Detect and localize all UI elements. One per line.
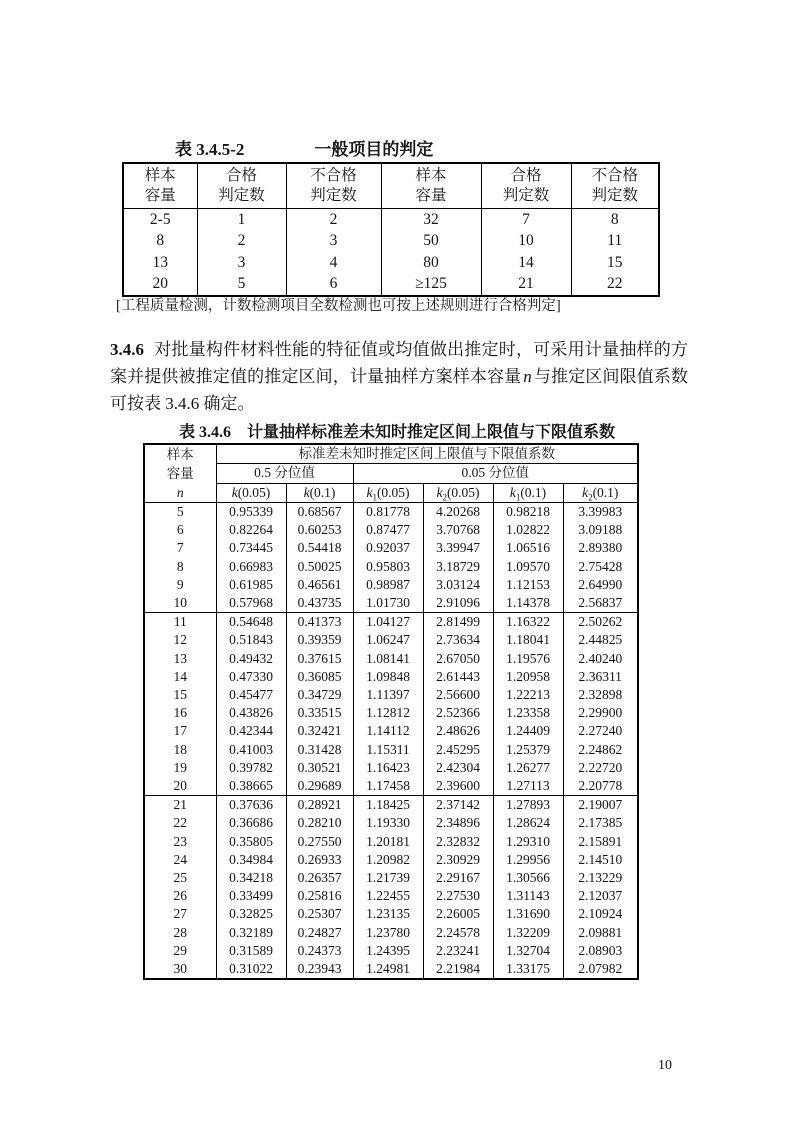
table-cell: 2-5 (123, 208, 197, 230)
table-cell: 1.27113 (493, 777, 563, 796)
table-cell: 0.46561 (286, 576, 353, 594)
table-cell: 2.39600 (423, 777, 493, 796)
table-cell: 2.48626 (423, 722, 493, 740)
table-cell: 0.41373 (286, 613, 353, 632)
table-cell: 0.28210 (286, 814, 353, 832)
table-cell: 1.19576 (493, 650, 563, 668)
table-cell: 1.09848 (353, 668, 423, 686)
table-cell: 2.50262 (563, 613, 638, 632)
table-cell: 2 (197, 230, 286, 252)
table-row (144, 960, 638, 979)
table-cell: 0.81778 (353, 503, 423, 522)
table-cell: 3.70768 (423, 521, 493, 539)
table-row (144, 924, 638, 942)
table-cell: 0.42344 (216, 722, 286, 740)
table2-header-quantile-05: 0.5 分位值 (216, 464, 353, 483)
table-cell: 0.47330 (216, 668, 286, 686)
table-cell: 6 (286, 273, 381, 296)
table-cell: 1.01730 (353, 594, 423, 613)
table-cell: 4.20268 (423, 503, 493, 522)
table-cell: 0.41003 (216, 741, 286, 759)
table-cell: 0.95803 (353, 558, 423, 576)
table-row (144, 668, 638, 686)
table-cell: 21 (144, 796, 216, 815)
table-cell: 2.34896 (423, 814, 493, 832)
table-cell: 1.31690 (493, 905, 563, 923)
table-cell: 1.18041 (493, 631, 563, 649)
table-cell: 1.06247 (353, 631, 423, 649)
table2-caption (0, 419, 794, 442)
table-cell: 8 (123, 230, 197, 252)
table-cell: 1.32209 (493, 924, 563, 942)
table-cell: 10 (144, 594, 216, 613)
table-cell: 0.31428 (286, 741, 353, 759)
table-cell: 1.20982 (353, 851, 423, 869)
table-cell: 3 (197, 252, 286, 274)
table-cell: 2.40240 (563, 650, 638, 668)
table2-header-quantile-005: 0.05 分位值 (353, 464, 638, 483)
table-cell: 2.42304 (423, 759, 493, 777)
table-cell: 2.20778 (563, 777, 638, 796)
table-cell: 2.24578 (423, 924, 493, 942)
table-cell: 25 (144, 869, 216, 887)
table-cell: 2.56600 (423, 686, 493, 704)
table-cell: 12 (144, 631, 216, 649)
table-cell: 0.25307 (286, 905, 353, 923)
table-row (144, 942, 638, 960)
table-cell: 1.24981 (353, 960, 423, 979)
table-cell: 0.26933 (286, 851, 353, 869)
table1-header-cell: 不合格 判定数 (286, 163, 381, 208)
table-cell: 1.04127 (353, 613, 423, 632)
table-cell: 2.21984 (423, 960, 493, 979)
table-cell: 0.54648 (216, 613, 286, 632)
table2-header-k-label: $k_2(0.05)$ (423, 483, 493, 502)
table-cell: 0.26357 (286, 869, 353, 887)
table-cell: 16 (144, 704, 216, 722)
table-cell: 1.30566 (493, 869, 563, 887)
table-cell: 3 (286, 230, 381, 252)
section-text-before-n: 对批量构件材料性能的特征值或均值做出推定时，可采用计量抽样的方案并提供被推定值的推定区间，计量抽样方案样本容量 (110, 340, 688, 386)
table-cell: 1.27893 (493, 796, 563, 815)
table-row (144, 905, 638, 923)
table-cell: 0.43735 (286, 594, 353, 613)
table-row (144, 796, 638, 815)
table-cell: 1.23135 (353, 905, 423, 923)
table-row (144, 686, 638, 704)
table-cell: 0.82264 (216, 521, 286, 539)
table-cell: 0.61985 (216, 576, 286, 594)
page-number: 10 (658, 1058, 672, 1073)
table-cell: 0.54418 (286, 539, 353, 557)
table-cell: 2.27240 (563, 722, 638, 740)
table-cell: 2.56837 (563, 594, 638, 613)
table-cell: 2.64990 (563, 576, 638, 594)
table-cell: 11 (144, 613, 216, 632)
table-cell: 2.26005 (423, 905, 493, 923)
table1-header-cell: 合格 判定数 (481, 163, 571, 208)
table-cell: 1.12812 (353, 704, 423, 722)
table-cell: 0.34984 (216, 851, 286, 869)
table-cell: 7 (481, 208, 571, 230)
table-cell: 14 (144, 668, 216, 686)
table-cell: 0.43826 (216, 704, 286, 722)
table-cell: 1.18425 (353, 796, 423, 815)
table-cell: 4 (286, 252, 381, 274)
table-cell: 80 (381, 252, 481, 274)
table-cell: 2.24862 (563, 741, 638, 759)
table-cell: 1.16322 (493, 613, 563, 632)
table-cell: 0.32189 (216, 924, 286, 942)
table-cell: 2.27530 (423, 887, 493, 905)
table-row (144, 741, 638, 759)
table-cell: 26 (144, 887, 216, 905)
table-cell: 0.92037 (353, 539, 423, 557)
table-cell: 1.14112 (353, 722, 423, 740)
table-row (144, 503, 638, 522)
table2-header-span-title: 标准差未知时推定区间上限值与下限值系数 (216, 444, 638, 464)
table-row (144, 777, 638, 796)
table-cell: 1.32704 (493, 942, 563, 960)
table-cell: 1.12153 (493, 576, 563, 594)
table-cell: 2.08903 (563, 942, 638, 960)
table-cell: 2.09881 (563, 924, 638, 942)
table1-caption-title: 一般项目的判定 (314, 140, 434, 159)
table-cell: 13 (123, 252, 197, 274)
table-cell: 0.66983 (216, 558, 286, 576)
table-cell: 5 (144, 503, 216, 522)
table-cell: 1.20958 (493, 668, 563, 686)
table-cell: 3.18729 (423, 558, 493, 576)
table-cell: 2.10924 (563, 905, 638, 923)
table-cell: 0.57968 (216, 594, 286, 613)
table-cell: 2.32898 (563, 686, 638, 704)
table-cell: 1.24395 (353, 942, 423, 960)
table1-header-cell: 不合格 判定数 (571, 163, 659, 208)
table2-header-row-1 (144, 444, 638, 464)
table-cell: 6 (144, 521, 216, 539)
table-cell: 24 (144, 851, 216, 869)
table2-header-k-label: $k_2(0.1)$ (563, 483, 638, 502)
table-cell: 1.33175 (493, 960, 563, 979)
table-cell: 23 (144, 833, 216, 851)
table-cell: 28 (144, 924, 216, 942)
table-cell: 1.14378 (493, 594, 563, 613)
table1-note: [工程质量检测，计数检测项目全数检测也可按上述规则进行合格判定] (116, 298, 561, 314)
table-cell: 2.19007 (563, 796, 638, 815)
table2-caption-title: 计量抽样标准差未知时推定区间上限值与下限值系数 (247, 424, 616, 441)
table-cell: 0.32421 (286, 722, 353, 740)
table-cell: 1.23780 (353, 924, 423, 942)
table-cell: 1.26277 (493, 759, 563, 777)
table2-header-k-label: $k_1(0.1)$ (493, 483, 563, 502)
table-cell: 2.29167 (423, 869, 493, 887)
table-cell: 0.95339 (216, 503, 286, 522)
table-row (144, 759, 638, 777)
table-cell: 2.37142 (423, 796, 493, 815)
table-cell: 1.06516 (493, 539, 563, 557)
table-cell: 0.87477 (353, 521, 423, 539)
section-3-4-6-paragraph (110, 336, 688, 417)
table-cell: 2.45295 (423, 741, 493, 759)
table-row (144, 576, 638, 594)
table-cell: 1.31143 (493, 887, 563, 905)
table-cell: 1.11397 (353, 686, 423, 704)
table-cell: 2.13229 (563, 869, 638, 887)
table-cell: 1.09570 (493, 558, 563, 576)
table-cell: 2.81499 (423, 613, 493, 632)
table2-header-sample-size: 样本 容量 n (144, 444, 216, 503)
table-cell: 2.73634 (423, 631, 493, 649)
table-cell: 1.15311 (353, 741, 423, 759)
n-symbol: n (176, 485, 184, 500)
table-cell: 0.31589 (216, 942, 286, 960)
table-row (144, 869, 638, 887)
table-cell: 2.32832 (423, 833, 493, 851)
table-cell: 0.35805 (216, 833, 286, 851)
table-row (144, 539, 638, 557)
table-cell: 2.17385 (563, 814, 638, 832)
table-3-4-5-2 (122, 162, 660, 297)
table-row (123, 208, 659, 230)
table-cell: 2.44825 (563, 631, 638, 649)
table-cell: 29 (144, 942, 216, 960)
table-cell: 19 (144, 759, 216, 777)
table-cell: 9 (144, 576, 216, 594)
table-cell: 0.50025 (286, 558, 353, 576)
table-cell: 13 (144, 650, 216, 668)
table-cell: 0.38665 (216, 777, 286, 796)
table2-group-1 (144, 503, 638, 613)
table2-header-row-3 (144, 483, 638, 502)
table-cell: 22 (144, 814, 216, 832)
table-row (144, 887, 638, 905)
table-cell: 15 (571, 252, 659, 274)
table-cell: 0.98987 (353, 576, 423, 594)
table-cell: 2.23241 (423, 942, 493, 960)
table2-group-3 (144, 796, 638, 980)
table-cell: 1.23358 (493, 704, 563, 722)
table-cell: 3.39947 (423, 539, 493, 557)
table-cell: 2.12037 (563, 887, 638, 905)
table1-caption-label: 表 3.4.5-2 (175, 140, 245, 159)
table-cell: 0.31022 (216, 960, 286, 979)
table-cell: 22 (571, 273, 659, 296)
table-row (123, 230, 659, 252)
table-row (144, 722, 638, 740)
table-cell: 8 (571, 208, 659, 230)
table-cell: 0.60253 (286, 521, 353, 539)
table-cell: 3.03124 (423, 576, 493, 594)
table-3-4-6 (143, 443, 639, 980)
table2-header-k-label: k(0.05) (216, 483, 286, 502)
table-cell: 0.39782 (216, 759, 286, 777)
table-cell: 0.29689 (286, 777, 353, 796)
table-cell: 17 (144, 722, 216, 740)
table-cell: 1.20181 (353, 833, 423, 851)
table-cell: 1.22213 (493, 686, 563, 704)
table-cell: 1.22455 (353, 887, 423, 905)
table-cell: 1.08141 (353, 650, 423, 668)
table-cell: 1.24409 (493, 722, 563, 740)
table-cell: 2 (286, 208, 381, 230)
table-cell: 0.49432 (216, 650, 286, 668)
section-number: 3.4.6 (110, 340, 144, 359)
table-cell: 8 (144, 558, 216, 576)
table-cell: 15 (144, 686, 216, 704)
table-cell: 0.37615 (286, 650, 353, 668)
table-cell: 0.30521 (286, 759, 353, 777)
table1-header-cell: 合格 判定数 (197, 163, 286, 208)
table-cell: 1.19330 (353, 814, 423, 832)
table-cell: 2.52366 (423, 704, 493, 722)
table-cell: 0.27550 (286, 833, 353, 851)
table-cell: 2.91096 (423, 594, 493, 613)
table-cell: 0.34729 (286, 686, 353, 704)
table-cell: 1.17458 (353, 777, 423, 796)
table-row (144, 521, 638, 539)
table-row (123, 273, 659, 296)
table1-caption (175, 135, 433, 160)
table-cell: 0.37636 (216, 796, 286, 815)
table-row (144, 594, 638, 613)
table-cell: 0.24373 (286, 942, 353, 960)
table-cell: 7 (144, 539, 216, 557)
table-row (144, 814, 638, 832)
table2-header-k-label: $k_1(0.05)$ (353, 483, 423, 502)
n-symbol: n (523, 367, 532, 386)
table-cell: 0.28921 (286, 796, 353, 815)
table-cell: 0.32825 (216, 905, 286, 923)
table-cell: 3.39983 (563, 503, 638, 522)
table-cell: 0.36686 (216, 814, 286, 832)
table-cell: 30 (144, 960, 216, 979)
table-cell: 2.89380 (563, 539, 638, 557)
table-cell: 14 (481, 252, 571, 274)
table-cell: 0.51843 (216, 631, 286, 649)
table-cell: 2.36311 (563, 668, 638, 686)
table-row (123, 252, 659, 274)
table-cell: 0.73445 (216, 539, 286, 557)
table-cell: 2.67050 (423, 650, 493, 668)
table-cell: 2.61443 (423, 668, 493, 686)
table-cell: 5 (197, 273, 286, 296)
table-cell: 20 (144, 777, 216, 796)
table-cell: 0.23943 (286, 960, 353, 979)
table-row (144, 851, 638, 869)
table-cell: 0.25816 (286, 887, 353, 905)
table2-caption-label: 表 3.4.6 (178, 424, 231, 441)
table2-header-row-2 (144, 464, 638, 483)
table-cell: 0.39359 (286, 631, 353, 649)
table-cell: 1.02822 (493, 521, 563, 539)
table1-header-row (123, 163, 659, 208)
table-cell: 0.34218 (216, 869, 286, 887)
table-cell: 1.25379 (493, 741, 563, 759)
table-cell: 0.24827 (286, 924, 353, 942)
table-cell: 1.29310 (493, 833, 563, 851)
table-cell: 2.22720 (563, 759, 638, 777)
table-cell: 2.75428 (563, 558, 638, 576)
table-cell: 0.33499 (216, 887, 286, 905)
table-cell: 0.36085 (286, 668, 353, 686)
section-text-after-n: 与推定区间限值系数可按表 3.4.6 确定。 (110, 367, 689, 413)
table-cell: 1.21739 (353, 869, 423, 887)
table-cell: 11 (571, 230, 659, 252)
table2-group-2 (144, 613, 638, 796)
table-cell: 0.68567 (286, 503, 353, 522)
table-cell: 20 (123, 273, 197, 296)
table-cell: 0.98218 (493, 503, 563, 522)
table-cell: 1.29956 (493, 851, 563, 869)
table-cell: 1.28624 (493, 814, 563, 832)
table-cell: 2.15891 (563, 833, 638, 851)
table-cell: 2.30929 (423, 851, 493, 869)
table-row (144, 650, 638, 668)
table-row (144, 613, 638, 632)
table-cell: 2.07982 (563, 960, 638, 979)
table-cell: 50 (381, 230, 481, 252)
table-cell: 10 (481, 230, 571, 252)
table2-header-k-label: k(0.1) (286, 483, 353, 502)
table-cell: 2.29900 (563, 704, 638, 722)
table-cell: 0.33515 (286, 704, 353, 722)
table1-header-cell: 样本 容量 (123, 163, 197, 208)
table-cell: 1 (197, 208, 286, 230)
table-cell: 1.16423 (353, 759, 423, 777)
table-cell: 18 (144, 741, 216, 759)
table-cell: ≥125 (381, 273, 481, 296)
table-cell: 0.45477 (216, 686, 286, 704)
table-row (144, 833, 638, 851)
table-cell: 21 (481, 273, 571, 296)
table-cell: 27 (144, 905, 216, 923)
table-cell: 32 (381, 208, 481, 230)
table-row (144, 704, 638, 722)
table-cell: 2.14510 (563, 851, 638, 869)
table-row (144, 631, 638, 649)
table-row (144, 558, 638, 576)
table1-header-cell: 样本 容量 (381, 163, 481, 208)
table-cell: 3.09188 (563, 521, 638, 539)
